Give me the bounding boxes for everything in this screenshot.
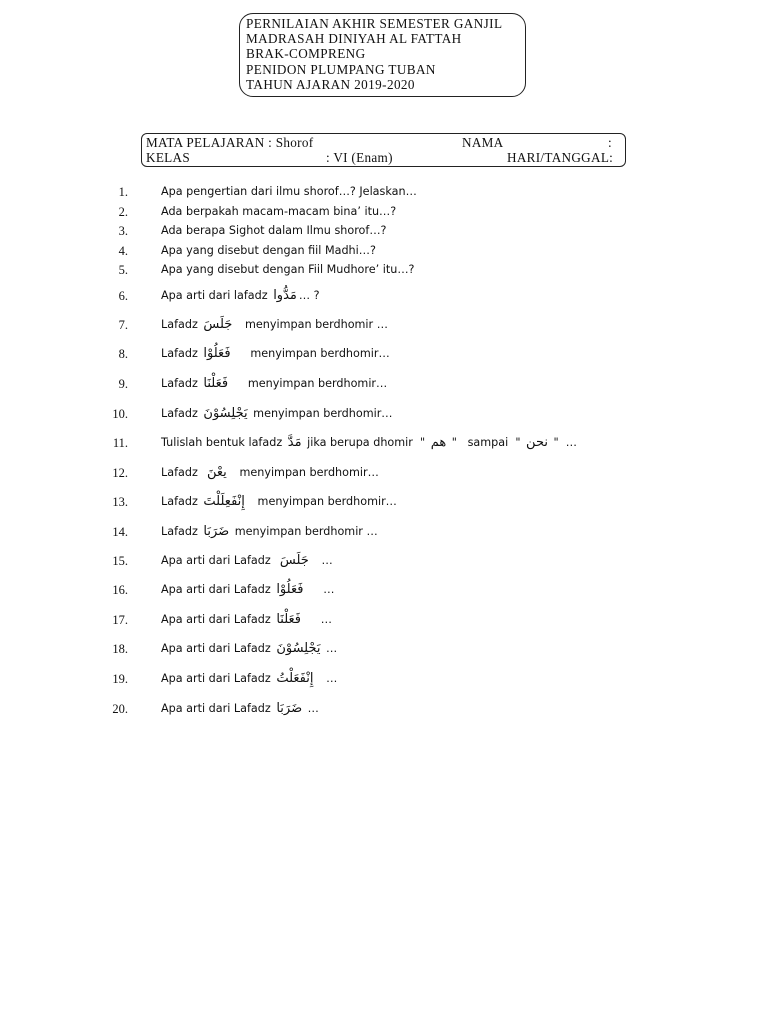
question-item	[0, 262, 768, 282]
question-text-part: Apa arti dari Lafadz	[161, 613, 275, 626]
question-item	[0, 582, 768, 602]
question-text-part: …	[305, 583, 335, 596]
header-line-village: BRAK-COMPRENG	[246, 46, 366, 62]
arabic-word: هم	[430, 435, 447, 450]
question-number: 10.	[112, 407, 128, 421]
question-text-part: Lafadz	[161, 377, 202, 390]
question-text	[161, 494, 397, 510]
question-text-part: menyimpan berdhomir…	[232, 347, 390, 360]
question-text-part: Lafadz	[161, 525, 202, 538]
name-colon: :	[608, 135, 612, 150]
question-text	[161, 612, 332, 628]
arabic-word: جَلَسَ	[279, 553, 309, 568]
question-text-part: Lafadz	[161, 347, 202, 360]
header-line-year: TAHUN AJARAN 2019-2020	[246, 76, 415, 92]
arabic-word: نحن	[526, 435, 548, 450]
question-item	[0, 204, 768, 224]
arabic-word: إِنْفَعِلَلْتَ	[203, 494, 245, 509]
question-text-part: Apa arti dari Lafadz	[161, 672, 275, 685]
question-item	[0, 288, 768, 308]
question-item	[0, 524, 768, 544]
question-number: 18.	[112, 642, 128, 656]
question-text-part: jika berupa dhomir "	[303, 436, 429, 449]
question-number: 14.	[112, 525, 128, 539]
question-text-part: menyimpan berdhomir…	[246, 495, 397, 508]
question-text-part: menyimpan berdhomir …	[231, 525, 378, 538]
question-text-part: Apa yang disebut dengan fiil Madhi…?	[161, 244, 376, 257]
question-text	[161, 346, 390, 362]
question-text	[161, 671, 337, 687]
arabic-word: ضَرَبَا	[203, 524, 230, 539]
question-number: 4.	[118, 244, 128, 258]
student-info-box	[141, 133, 626, 167]
question-text-part: menyimpan berdhomir…	[228, 466, 379, 479]
question-text	[161, 184, 417, 200]
question-item	[0, 553, 768, 573]
question-text-part: menyimpan berdhomir …	[234, 318, 388, 331]
question-number: 17.	[112, 613, 128, 627]
question-text	[161, 465, 379, 481]
question-number: 9.	[118, 377, 128, 391]
question-text	[161, 553, 333, 569]
question-text	[161, 243, 376, 259]
class-value: : VI (Enam)	[326, 150, 393, 165]
subject-label: MATA PELAJARAN : Shorof	[146, 135, 314, 150]
question-text	[161, 641, 337, 657]
question-item	[0, 465, 768, 485]
arabic-word: يَجْلِسُوْنَ	[203, 406, 248, 421]
question-text	[161, 435, 577, 451]
question-text-part: Tulislah bentuk lafadz	[161, 436, 286, 449]
question-text-part: …	[322, 642, 338, 655]
question-text-part: menyimpan berdhomir…	[249, 407, 393, 420]
question-text-part: Apa arti dari Lafadz	[161, 554, 278, 567]
question-item	[0, 243, 768, 263]
question-number: 5.	[118, 263, 128, 277]
question-text-part: Apa arti dari Lafadz	[161, 583, 275, 596]
question-text-part: …	[303, 613, 332, 626]
arabic-word: جَلَسَ	[203, 317, 233, 332]
question-text	[161, 582, 334, 598]
question-text	[161, 204, 396, 220]
question-text	[161, 223, 386, 239]
arabic-word: فَعَلُوْا	[203, 346, 231, 361]
question-text-part: menyimpan berdhomir…	[230, 377, 388, 390]
question-text-part: Lafadz	[161, 466, 205, 479]
question-item	[0, 435, 768, 455]
question-item	[0, 406, 768, 426]
arabic-word: فَعَلْنَا	[203, 376, 229, 391]
question-text-part: Apa arti dari lafadz	[161, 289, 272, 302]
question-number: 6.	[118, 289, 128, 303]
question-text	[161, 288, 320, 304]
question-number: 7.	[118, 318, 128, 332]
arabic-word: يَجْلِسُوْنَ	[276, 641, 321, 656]
question-text-part: Apa pengertian dari ilmu shorof…? Jelaskan…	[161, 185, 417, 198]
question-text-part: …	[315, 672, 338, 685]
question-text	[161, 701, 319, 717]
question-item	[0, 701, 768, 721]
question-text	[161, 317, 388, 333]
question-text-part: Lafadz	[161, 495, 202, 508]
question-item	[0, 184, 768, 204]
question-text-part: …	[310, 554, 333, 567]
exam-header	[239, 13, 526, 97]
question-text	[161, 376, 387, 392]
arabic-word: فَعَلُوْا	[276, 582, 304, 597]
name-label: NAMA	[462, 135, 504, 150]
date-label: HARI/TANGGAL:	[507, 150, 614, 165]
question-text-part: …	[304, 702, 319, 715]
header-line-region: PENIDON PLUMPANG TUBAN	[246, 61, 436, 77]
arabic-word: إِنْفَعَلْتُ	[276, 671, 314, 686]
question-number: 12.	[112, 466, 128, 480]
question-text-part: Lafadz	[161, 407, 202, 420]
question-text	[161, 262, 414, 278]
question-item	[0, 671, 768, 691]
arabic-word: مَدُّوا	[273, 288, 297, 303]
question-item	[0, 641, 768, 661]
arabic-word: مَدَّ	[287, 435, 302, 450]
question-number: 1.	[118, 185, 128, 199]
question-text-part: Ada berapa Sighot dalam Ilmu shorof…?	[161, 224, 387, 237]
question-text-part: " …	[549, 436, 577, 449]
question-item	[0, 223, 768, 243]
question-number: 19.	[112, 672, 128, 686]
question-text-part: Apa yang disebut dengan Fiil Mudhore’ itu…?	[161, 263, 415, 276]
class-label: KELAS	[146, 150, 190, 165]
question-text	[161, 524, 378, 540]
question-item	[0, 376, 768, 396]
header-line-school: MADRASAH DINIYAH AL FATTAH	[246, 31, 462, 47]
question-number: 2.	[118, 205, 128, 219]
question-text	[161, 406, 393, 422]
question-number: 8.	[118, 347, 128, 361]
arabic-word: ضَرَبَا	[276, 701, 303, 716]
question-text-part: " sampai "	[448, 436, 525, 449]
question-number: 11.	[112, 436, 128, 450]
question-text-part: Lafadz	[161, 318, 202, 331]
question-item	[0, 612, 768, 632]
arabic-word: فَعَلْنَا	[276, 612, 301, 627]
question-item	[0, 494, 768, 514]
question-text-part: Apa arti dari Lafadz	[161, 702, 275, 715]
question-number: 3.	[118, 224, 128, 238]
question-text-part: Ada berpakah macam-macam bina’ itu…?	[161, 205, 397, 218]
question-text-part: Apa arti dari Lafadz	[161, 642, 275, 655]
header-line-title: PERNILAIAN AKHIR SEMESTER GANJIL	[246, 16, 503, 31]
question-number: 15.	[112, 554, 128, 568]
question-item	[0, 346, 768, 366]
question-number: 20.	[112, 702, 128, 716]
question-number: 13.	[112, 495, 128, 509]
question-text-part: … ?	[298, 289, 320, 302]
arabic-word: يعْنَ	[206, 465, 227, 480]
question-item	[0, 317, 768, 337]
question-number: 16.	[112, 583, 128, 597]
